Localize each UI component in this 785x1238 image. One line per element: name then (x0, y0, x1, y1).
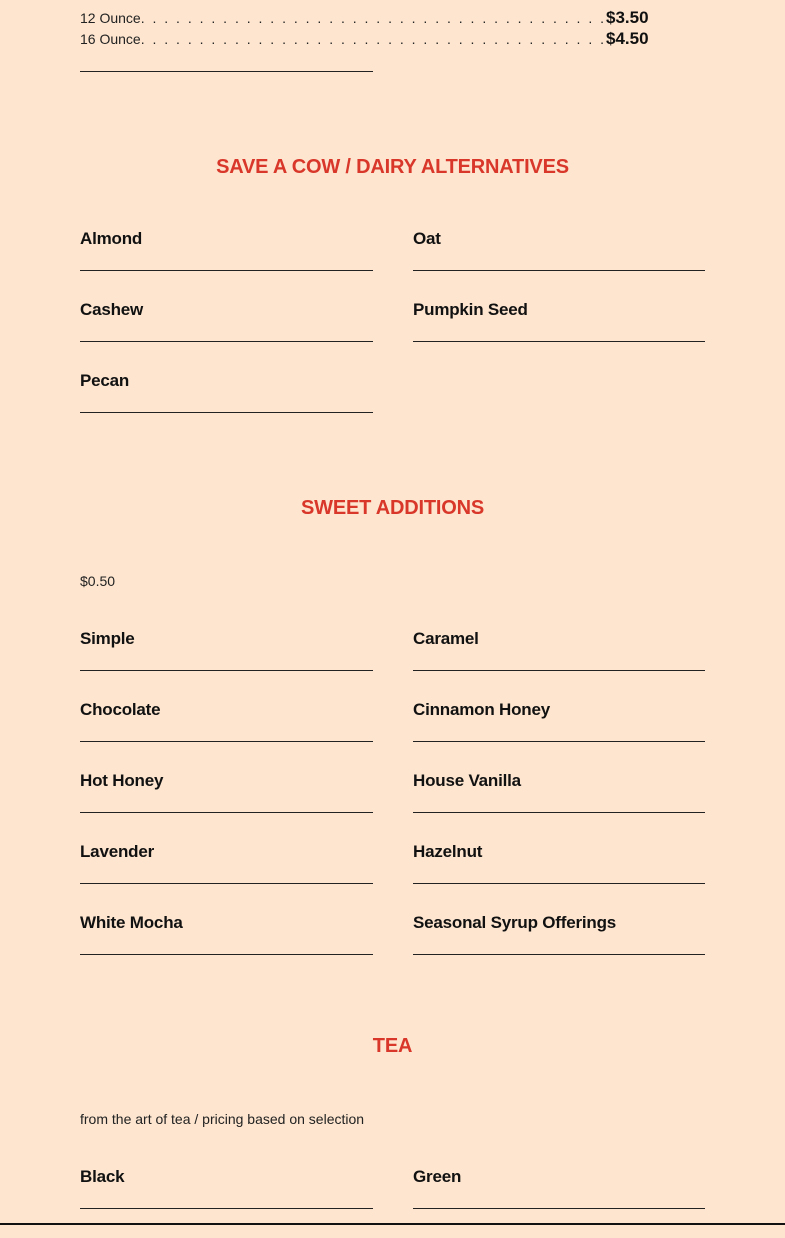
size-name: 12 Ounce (80, 10, 141, 26)
section-title-sweet: SWEET ADDITIONS (301, 497, 484, 519)
menu-item-label: Caramel (413, 629, 479, 648)
menu-item (413, 700, 705, 771)
divider (80, 812, 373, 813)
divider (80, 954, 373, 955)
menu-item (413, 1167, 705, 1238)
divider (413, 270, 705, 271)
section-title-dairy: SAVE A COW / DAIRY ALTERNATIVES (216, 156, 569, 178)
menu-item-label: Hazelnut (413, 842, 483, 861)
size-name: 16 Ounce (80, 31, 141, 47)
size-price: $3.50 (606, 8, 649, 27)
section-title-tea: TEA (372, 1035, 413, 1057)
menu-item (80, 629, 373, 700)
menu-item-label: Lavender (80, 842, 154, 861)
leader-dots: . . . . . . . . . . . . . . . . . . . . . . . . . . . . . . . . . . . . . . . . (140, 31, 607, 47)
divider (80, 883, 373, 884)
divider (413, 1208, 705, 1209)
menu-item (80, 1167, 373, 1238)
divider (413, 883, 705, 884)
menu-item (80, 913, 373, 984)
menu-item (413, 229, 705, 300)
menu-item (80, 700, 373, 771)
menu-item-label: Cashew (80, 300, 144, 319)
section-price-note: from the art of tea / pricing based on selection (80, 1111, 365, 1127)
divider (80, 270, 373, 271)
menu-item-label: Pumpkin Seed (413, 300, 528, 319)
menu-item-label: Seasonal Syrup Offerings (413, 913, 617, 932)
divider (80, 741, 373, 742)
divider (80, 412, 373, 413)
menu-item-label: Green (413, 1167, 462, 1186)
menu-item (413, 771, 705, 842)
section-price-note: $0.50 (80, 573, 116, 589)
menu-item (413, 629, 705, 700)
divider (413, 341, 705, 342)
menu-item (80, 300, 373, 371)
leader-dots: . . . . . . . . . . . . . . . . . . . . . . . . . . . . . . . . . . . . . . . . (140, 10, 607, 26)
menu-item-label: Hot Honey (80, 771, 164, 790)
divider (80, 670, 373, 671)
size-row (80, 29, 649, 50)
menu-item-label: Almond (80, 229, 143, 248)
menu-item (80, 229, 373, 300)
divider (413, 954, 705, 955)
divider (413, 812, 705, 813)
menu-item (80, 771, 373, 842)
menu-item (80, 371, 373, 442)
menu-item-label: House Vanilla (413, 771, 521, 790)
page-bottom-border (0, 1223, 785, 1225)
divider (80, 71, 373, 72)
divider (80, 1208, 373, 1209)
menu-item (413, 913, 705, 984)
menu-item-label: Simple (80, 629, 135, 648)
menu-item-label: Oat (413, 229, 441, 248)
divider (413, 741, 705, 742)
menu-item-label: Pecan (80, 371, 130, 390)
size-price-list (80, 8, 649, 50)
menu-item (80, 842, 373, 913)
size-row (80, 8, 649, 29)
size-price: $4.50 (606, 29, 649, 48)
menu-item-label: Chocolate (80, 700, 161, 719)
divider (413, 670, 705, 671)
divider (80, 341, 373, 342)
menu-item (413, 842, 705, 913)
menu-item (413, 300, 705, 371)
menu-item-label: White Mocha (80, 913, 183, 932)
menu-item-label: Black (80, 1167, 125, 1186)
menu-item-label: Cinnamon Honey (413, 700, 550, 719)
